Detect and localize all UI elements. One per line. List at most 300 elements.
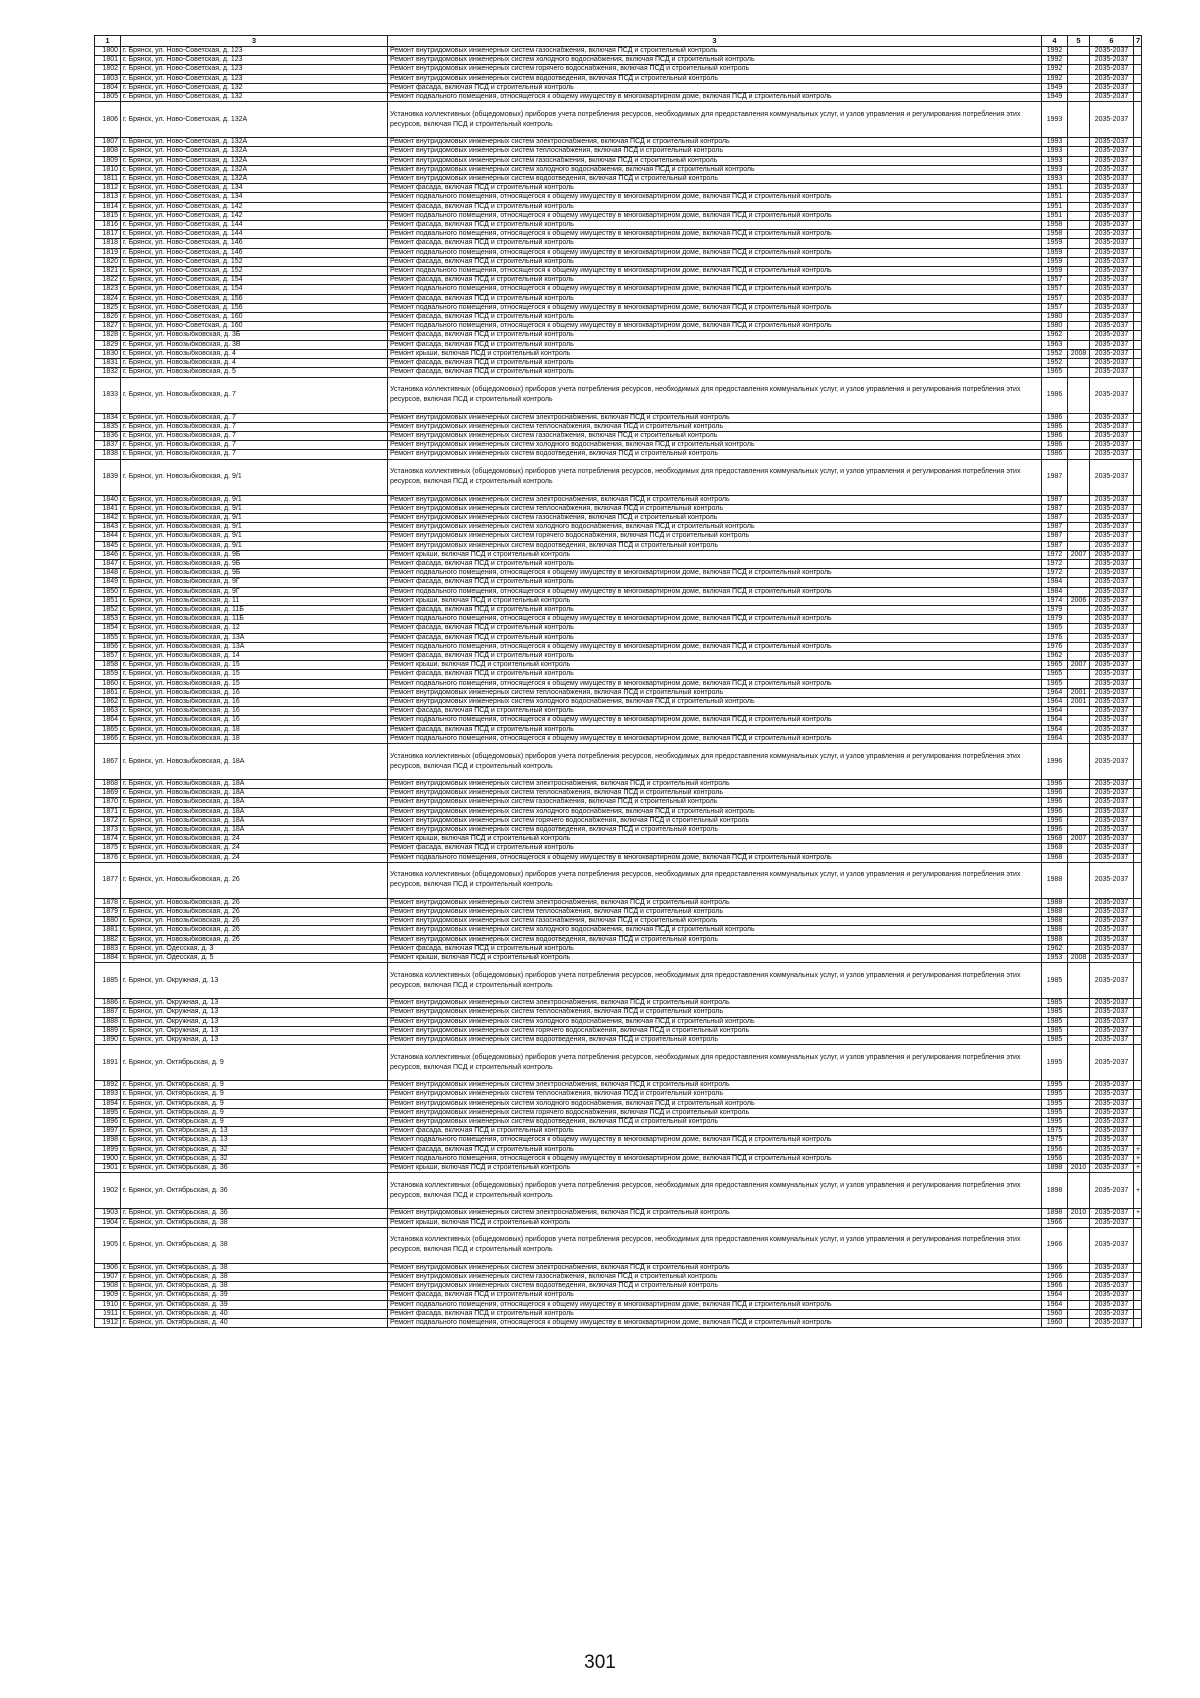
work-description-cell: Ремонт внутридомовых инженерных систем холодного водоснабжения, включая ПСД и строительный контроль [388,926,1042,935]
address-cell: г. Брянск, ул. Октябрьская, д. 9 [121,1081,388,1090]
planned-period-cell: 2035-2037 [1090,633,1134,642]
address-cell: г. Брянск, ул. Октябрьская, д. 9 [121,1045,388,1081]
row-number-cell: 1823 [95,285,121,294]
planned-period-cell: 2035-2037 [1090,248,1134,257]
last-repair-year-cell [1068,917,1090,926]
mark-cell [1134,926,1142,935]
table-row [95,193,1142,202]
work-description-cell: Установка коллективных (общедомовых) приборов учета потребления ресурсов, необходимых для предоставления коммунальных услуг, и узлов управления и регулирования потребления этих ресурсов, включая ПСД и строительный контроль [388,1227,1042,1263]
last-repair-year-cell [1068,1300,1090,1309]
address-cell: г. Брянск, ул. Новозыбковская, д. 16 [121,688,388,697]
mark-cell [1134,853,1142,862]
address-cell: г. Брянск, ул. Новозыбковская, д. 26 [121,935,388,944]
work-description-cell: Ремонт крыши, включая ПСД и строительный контроль [388,954,1042,963]
planned-period-cell: 2035-2037 [1090,422,1134,431]
address-cell: г. Брянск, ул. Новозыбковская, д. 15 [121,679,388,688]
mark-cell [1134,1227,1142,1263]
year-built-cell: 1976 [1042,633,1068,642]
planned-period-cell: 2035-2037 [1090,1282,1134,1291]
table-row [95,413,1142,422]
table-row [95,670,1142,679]
address-cell: г. Брянск, ул. Новозыбковская, д. 9Г [121,587,388,596]
header-cell-last-repair: 5 [1068,36,1090,47]
last-repair-year-cell [1068,257,1090,266]
row-number-cell: 1868 [95,780,121,789]
mark-cell [1134,807,1142,816]
work-description-cell: Ремонт фасада, включая ПСД и строительный контроль [388,670,1042,679]
address-cell: г. Брянск, ул. Ново-Советская, д. 142 [121,211,388,220]
mark-cell [1134,1036,1142,1045]
mark-cell [1134,798,1142,807]
last-repair-year-cell [1068,1026,1090,1035]
last-repair-year-cell [1068,679,1090,688]
row-number-cell: 1897 [95,1127,121,1136]
planned-period-cell: 2035-2037 [1090,1272,1134,1281]
work-description-cell: Ремонт подвального помещения, относящегося к общему имуществу в многоквартирном доме, включая ПСД и строительный контроль [388,248,1042,257]
work-description-cell: Ремонт фасада, включая ПСД и строительный контроль [388,221,1042,230]
address-cell: г. Брянск, ул. Ново-Советская, д. 132А [121,102,388,138]
work-description-cell: Ремонт внутридомовых инженерных систем электроснабжения, включая ПСД и строительный контроль [388,138,1042,147]
last-repair-year-cell [1068,340,1090,349]
row-number-cell: 1855 [95,633,121,642]
header-cell-year-built: 4 [1042,36,1068,47]
last-repair-year-cell [1068,431,1090,440]
last-repair-year-cell [1068,999,1090,1008]
work-description-cell: Установка коллективных (общедомовых) приборов учета потребления ресурсов, необходимых для предоставления коммунальных услуг, и узлов управления и регулирования потребления этих ресурсов, включая ПСД и строительный контроль [388,102,1042,138]
mark-cell [1134,780,1142,789]
mark-cell [1134,349,1142,358]
table-row [95,798,1142,807]
work-description-cell: Ремонт внутридомовых инженерных систем теплоснабжения, включая ПСД и строительный контроль [388,147,1042,156]
address-cell: г. Брянск, ул. Новозыбковская, д. 13А [121,633,388,642]
last-repair-year-cell [1068,624,1090,633]
table-row [95,83,1142,92]
work-description-cell: Ремонт фасада, включая ПСД и строительный контроль [388,1291,1042,1300]
row-number-cell: 1819 [95,248,121,257]
last-repair-year-cell [1068,908,1090,917]
work-description-cell: Ремонт внутридомовых инженерных систем холодного водоснабжения, включая ПСД и строительный контроль [388,165,1042,174]
planned-period-cell: 2035-2037 [1090,1309,1134,1318]
last-repair-year-cell [1068,642,1090,651]
mark-cell [1134,74,1142,83]
planned-period-cell: 2035-2037 [1090,1036,1134,1045]
planned-period-cell: 2035-2037 [1090,202,1134,211]
table-row [95,532,1142,541]
planned-period-cell: 2035-2037 [1090,431,1134,440]
table-row [95,349,1142,358]
row-number-cell: 1820 [95,257,121,266]
mark-cell [1134,65,1142,74]
last-repair-year-cell [1068,422,1090,431]
work-description-cell: Ремонт крыши, включая ПСД и строительный контроль [388,349,1042,358]
work-description-cell: Ремонт фасада, включая ПСД и строительный контроль [388,184,1042,193]
last-repair-year-cell [1068,853,1090,862]
mark-cell [1134,707,1142,716]
last-repair-year-cell [1068,807,1090,816]
table-row [95,1318,1142,1327]
table-body [95,47,1142,1328]
mark-cell [1134,56,1142,65]
row-number-cell: 1905 [95,1227,121,1263]
mark-cell [1134,1081,1142,1090]
table-row [95,56,1142,65]
last-repair-year-cell [1068,513,1090,522]
row-number-cell: 1910 [95,1300,121,1309]
table-row [95,697,1142,706]
row-number-cell: 1879 [95,908,121,917]
address-cell: г. Брянск, ул. Новозыбковская, д. 9/1 [121,504,388,513]
planned-period-cell: 2035-2037 [1090,1263,1134,1272]
planned-period-cell: 2035-2037 [1090,954,1134,963]
address-cell: г. Брянск, ул. Одесская, д. 5 [121,954,388,963]
table-row [95,377,1142,413]
mark-cell [1134,377,1142,413]
row-number-cell: 1875 [95,844,121,853]
planned-period-cell: 2035-2037 [1090,331,1134,340]
table-row [95,744,1142,780]
mark-cell [1134,184,1142,193]
table-row [95,147,1142,156]
mark-cell [1134,1026,1142,1035]
row-number-cell: 1804 [95,83,121,92]
year-built-cell: 1993 [1042,156,1068,165]
year-built-cell: 1953 [1042,954,1068,963]
planned-period-cell: 2035-2037 [1090,1127,1134,1136]
row-number-cell: 1890 [95,1036,121,1045]
mark-cell [1134,1291,1142,1300]
work-description-cell: Ремонт фасада, включая ПСД и строительный контроль [388,725,1042,734]
row-number-cell: 1889 [95,1026,121,1035]
mark-cell [1134,1008,1142,1017]
mark-cell [1134,1090,1142,1099]
year-built-cell: 1996 [1042,744,1068,780]
table-row [95,513,1142,522]
row-number-cell: 1872 [95,816,121,825]
row-number-cell: 1813 [95,193,121,202]
last-repair-year-cell [1068,65,1090,74]
address-cell: г. Брянск, ул. Новозыбковская, д. 9Б [121,569,388,578]
last-repair-year-cell [1068,963,1090,999]
work-description-cell: Ремонт внутридомовых инженерных систем водоотведения, включая ПСД и строительный контроль [388,450,1042,459]
table-row [95,441,1142,450]
last-repair-year-cell [1068,165,1090,174]
table-row [95,1090,1142,1099]
year-built-cell: 1986 [1042,422,1068,431]
table-row [95,175,1142,184]
last-repair-year-cell [1068,285,1090,294]
table-row [95,1272,1142,1281]
row-number-cell: 1822 [95,276,121,285]
last-repair-year-cell [1068,1136,1090,1145]
address-cell: г. Брянск, ул. Октябрьская, д. 36 [121,1173,388,1209]
table-row [95,165,1142,174]
row-number-cell: 1847 [95,559,121,568]
table-row [95,807,1142,816]
planned-period-cell: 2035-2037 [1090,826,1134,835]
work-description-cell: Ремонт подвального помещения, относящегося к общему имуществу в многоквартирном доме, включая ПСД и строительный контроль [388,569,1042,578]
row-number-cell: 1801 [95,56,121,65]
mark-cell [1134,569,1142,578]
address-cell: г. Брянск, ул. Новозыбковская, д. 24 [121,844,388,853]
work-description-cell: Ремонт внутридомовых инженерных систем холодного водоснабжения, включая ПСД и строительный контроль [388,523,1042,532]
table-row [95,276,1142,285]
last-repair-year-cell [1068,211,1090,220]
planned-period-cell: 2035-2037 [1090,313,1134,322]
address-cell: г. Брянск, ул. Новозыбковская, д. 18 [121,734,388,743]
work-description-cell: Ремонт крыши, включая ПСД и строительный контроль [388,550,1042,559]
table-row [95,322,1142,331]
row-number-cell: 1825 [95,303,121,312]
table-row [95,65,1142,74]
last-repair-year-cell [1068,1291,1090,1300]
table-row [95,853,1142,862]
last-repair-year-cell: 2008 [1068,954,1090,963]
row-number-cell: 1900 [95,1154,121,1163]
year-built-cell: 1964 [1042,707,1068,716]
planned-period-cell: 2035-2037 [1090,532,1134,541]
work-description-cell: Ремонт внутридомовых инженерных систем холодного водоснабжения, включая ПСД и строительный контроль [388,697,1042,706]
planned-period-cell: 2035-2037 [1090,1173,1134,1209]
year-built-cell: 1988 [1042,935,1068,944]
mark-cell [1134,844,1142,853]
planned-period-cell: 2035-2037 [1090,816,1134,825]
table-row [95,944,1142,953]
planned-period-cell: 2035-2037 [1090,450,1134,459]
last-repair-year-cell [1068,450,1090,459]
mark-cell [1134,532,1142,541]
year-built-cell: 1975 [1042,1127,1068,1136]
planned-period-cell: 2035-2037 [1090,670,1134,679]
year-built-cell: 1979 [1042,615,1068,624]
address-cell: г. Брянск, ул. Ново-Советская, д. 132А [121,147,388,156]
year-built-cell: 1993 [1042,138,1068,147]
year-built-cell: 1962 [1042,331,1068,340]
planned-period-cell: 2035-2037 [1090,221,1134,230]
table-row [95,569,1142,578]
row-number-cell: 1878 [95,898,121,907]
year-built-cell: 1960 [1042,1309,1068,1318]
row-number-cell: 1853 [95,615,121,624]
work-description-cell: Ремонт внутридомовых инженерных систем водоотведения, включая ПСД и строительный контроль [388,541,1042,550]
mark-cell [1134,559,1142,568]
year-built-cell: 1968 [1042,853,1068,862]
year-built-cell: 1988 [1042,926,1068,935]
address-cell: г. Брянск, ул. Октябрьская, д. 36 [121,1209,388,1218]
year-built-cell: 1959 [1042,239,1068,248]
year-built-cell: 1995 [1042,1099,1068,1108]
year-built-cell: 1980 [1042,313,1068,322]
work-description-cell: Ремонт фасада, включая ПСД и строительный контроль [388,313,1042,322]
row-number-cell: 1850 [95,587,121,596]
last-repair-year-cell [1068,1108,1090,1117]
work-description-cell: Ремонт фасада, включая ПСД и строительный контроль [388,624,1042,633]
planned-period-cell: 2035-2037 [1090,1090,1134,1099]
planned-period-cell: 2035-2037 [1090,184,1134,193]
last-repair-year-cell [1068,202,1090,211]
last-repair-year-cell [1068,1036,1090,1045]
mark-cell [1134,193,1142,202]
address-cell: г. Брянск, ул. Ново-Советская, д. 156 [121,303,388,312]
address-cell: г. Брянск, ул. Новозыбковская, д. 26 [121,898,388,907]
planned-period-cell: 2035-2037 [1090,211,1134,220]
mark-cell [1134,230,1142,239]
year-built-cell: 1987 [1042,523,1068,532]
year-built-cell: 1992 [1042,74,1068,83]
address-cell: г. Брянск, ул. Ново-Советская, д. 123 [121,65,388,74]
row-number-cell: 1858 [95,661,121,670]
mark-cell [1134,908,1142,917]
last-repair-year-cell: 2008 [1068,349,1090,358]
year-built-cell: 1972 [1042,569,1068,578]
address-cell: г. Брянск, ул. Новозыбковская, д. 24 [121,853,388,862]
mark-cell [1134,267,1142,276]
table-row [95,954,1142,963]
planned-period-cell: 2035-2037 [1090,285,1134,294]
year-built-cell: 1965 [1042,624,1068,633]
last-repair-year-cell [1068,578,1090,587]
mark-cell [1134,550,1142,559]
year-built-cell: 1968 [1042,844,1068,853]
planned-period-cell: 2035-2037 [1090,1099,1134,1108]
work-description-cell: Ремонт внутридомовых инженерных систем газоснабжения, включая ПСД и строительный контроль [388,156,1042,165]
table-row [95,596,1142,605]
last-repair-year-cell [1068,569,1090,578]
address-cell: г. Брянск, ул. Октябрьская, д. 40 [121,1318,388,1327]
mark-cell [1134,450,1142,459]
mark-cell [1134,340,1142,349]
address-cell: г. Брянск, ул. Ново-Советская, д. 146 [121,248,388,257]
mark-cell [1134,734,1142,743]
last-repair-year-cell [1068,716,1090,725]
row-number-cell: 1911 [95,1309,121,1318]
row-number-cell: 1893 [95,1090,121,1099]
planned-period-cell: 2035-2037 [1090,734,1134,743]
last-repair-year-cell [1068,559,1090,568]
address-cell: г. Брянск, ул. Октябрьская, д. 38 [121,1218,388,1227]
planned-period-cell: 2035-2037 [1090,56,1134,65]
year-built-cell: 1966 [1042,1227,1068,1263]
planned-period-cell: 2035-2037 [1090,853,1134,862]
planned-period-cell: 2035-2037 [1090,1318,1134,1327]
table-row [95,340,1142,349]
address-cell: г. Брянск, ул. Октябрьская, д. 40 [121,1309,388,1318]
year-built-cell: 1964 [1042,734,1068,743]
table-row [95,716,1142,725]
work-description-cell: Ремонт подвального помещения, относящегося к общему имуществу в многоквартирном доме, включая ПСД и строительный контроль [388,267,1042,276]
row-number-cell: 1862 [95,697,121,706]
row-number-cell: 1817 [95,230,121,239]
planned-period-cell: 2035-2037 [1090,1227,1134,1263]
work-description-cell: Установка коллективных (общедомовых) приборов учета потребления ресурсов, необходимых для предоставления коммунальных услуг, и узлов управления и регулирования потребления этих ресурсов, включая ПСД и строительный контроль [388,377,1042,413]
row-number-cell: 1908 [95,1282,121,1291]
work-description-cell: Ремонт фасада, включая ПСД и строительный контроль [388,331,1042,340]
mark-cell [1134,513,1142,522]
table-row [95,935,1142,944]
address-cell: г. Брянск, ул. Новозыбковская, д. 15 [121,670,388,679]
planned-period-cell: 2035-2037 [1090,605,1134,614]
row-number-cell: 1895 [95,1108,121,1117]
row-number-cell: 1828 [95,331,121,340]
mark-cell [1134,1108,1142,1117]
mark-cell [1134,359,1142,368]
row-number-cell: 1881 [95,926,121,935]
work-description-cell: Ремонт внутридомовых инженерных систем электроснабжения, включая ПСД и строительный контроль [388,898,1042,907]
planned-period-cell: 2035-2037 [1090,1108,1134,1117]
mark-cell [1134,93,1142,102]
year-built-cell: 1972 [1042,550,1068,559]
row-number-cell: 1885 [95,963,121,999]
planned-period-cell: 2035-2037 [1090,83,1134,92]
address-cell: г. Брянск, ул. Новозыбковская, д. 16 [121,716,388,725]
planned-period-cell: 2035-2037 [1090,1209,1134,1218]
row-number-cell: 1871 [95,807,121,816]
table-row [95,93,1142,102]
last-repair-year-cell [1068,926,1090,935]
last-repair-year-cell [1068,1099,1090,1108]
table-row [95,615,1142,624]
last-repair-year-cell [1068,368,1090,377]
year-built-cell: 1956 [1042,1145,1068,1154]
table-row [95,202,1142,211]
row-number-cell: 1909 [95,1291,121,1300]
mark-cell [1134,541,1142,550]
row-number-cell: 1869 [95,789,121,798]
table-row [95,523,1142,532]
address-cell: г. Брянск, ул. Ново-Советская, д. 146 [121,239,388,248]
row-number-cell: 1800 [95,47,121,56]
last-repair-year-cell [1068,239,1090,248]
mark-cell [1134,175,1142,184]
last-repair-year-cell [1068,1154,1090,1163]
work-description-cell: Установка коллективных (общедомовых) приборов учета потребления ресурсов, необходимых для предоставления коммунальных услуг, и узлов управления и регулирования потребления этих ресурсов, включая ПСД и строительный контроль [388,862,1042,898]
address-cell: г. Брянск, ул. Новозыбковская, д. 13А [121,642,388,651]
table-row [95,359,1142,368]
row-number-cell: 1861 [95,688,121,697]
mark-cell [1134,83,1142,92]
planned-period-cell: 2035-2037 [1090,1008,1134,1017]
year-built-cell: 1993 [1042,165,1068,174]
table-row [95,642,1142,651]
year-built-cell: 1986 [1042,450,1068,459]
row-number-cell: 1834 [95,413,121,422]
row-number-cell: 1815 [95,211,121,220]
table-row [95,862,1142,898]
work-description-cell: Ремонт внутридомовых инженерных систем теплоснабжения, включая ПСД и строительный контроль [388,789,1042,798]
row-number-cell: 1906 [95,1263,121,1272]
year-built-cell: 1996 [1042,816,1068,825]
address-cell: г. Брянск, ул. Октябрьская, д. 38 [121,1272,388,1281]
address-cell: г. Брянск, ул. Октябрьская, д. 36 [121,1164,388,1173]
table-row [95,1026,1142,1035]
address-cell: г. Брянск, ул. Окружная, д. 13 [121,963,388,999]
last-repair-year-cell [1068,313,1090,322]
planned-period-cell: 2035-2037 [1090,807,1134,816]
row-number-cell: 1818 [95,239,121,248]
address-cell: г. Брянск, ул. Новозыбковская, д. 11 [121,596,388,605]
address-cell: г. Брянск, ул. Октябрьская, д. 39 [121,1300,388,1309]
planned-period-cell: 2035-2037 [1090,65,1134,74]
year-built-cell: 1976 [1042,642,1068,651]
year-built-cell: 1965 [1042,368,1068,377]
work-description-cell: Ремонт фасада, включая ПСД и строительный контроль [388,605,1042,614]
address-cell: г. Брянск, ул. Ново-Советская, д. 134 [121,184,388,193]
mark-cell [1134,1309,1142,1318]
mark-cell [1134,47,1142,56]
header-cell-col1: 1 [95,36,121,47]
work-description-cell: Ремонт внутридомовых инженерных систем горячего водоснабжения, включая ПСД и строительный контроль [388,1026,1042,1035]
last-repair-year-cell [1068,707,1090,716]
work-description-cell: Ремонт внутридомовых инженерных систем газоснабжения, включая ПСД и строительный контроль [388,47,1042,56]
